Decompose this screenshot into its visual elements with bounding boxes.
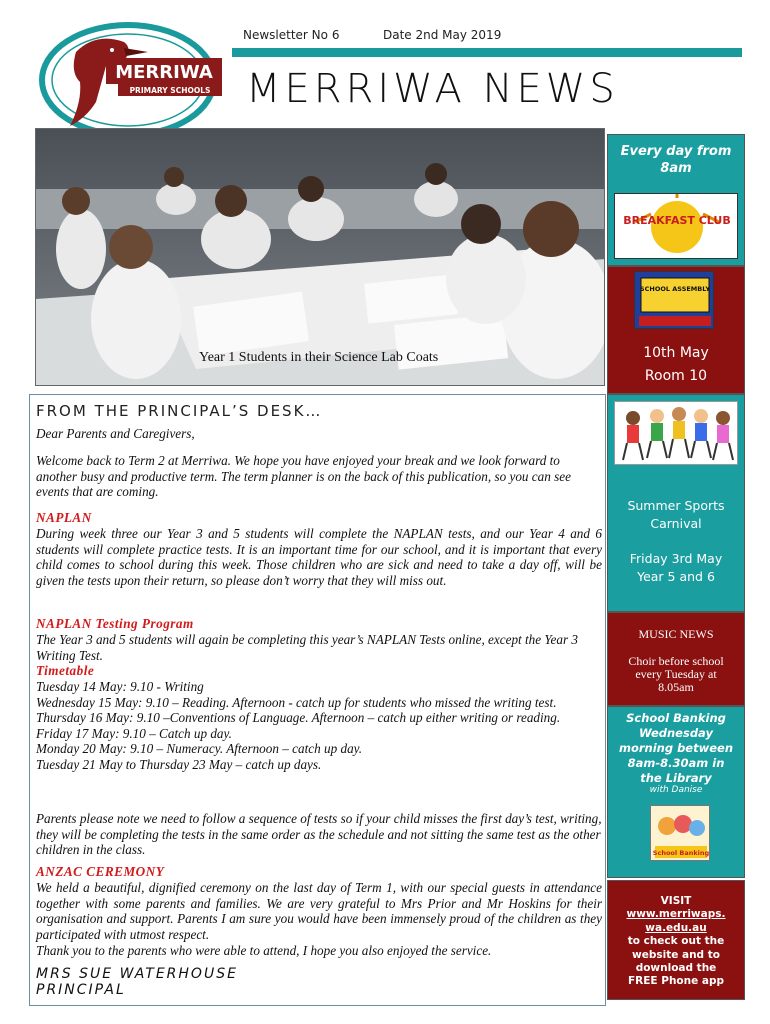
newsletter-number: Newsletter No 6: [243, 28, 340, 42]
school-assembly-box: [607, 266, 745, 394]
visit-text: [608, 895, 744, 989]
signature-name: MRS SUE WATERHOUSE: [36, 966, 238, 982]
principal-article: [29, 394, 606, 1006]
website-box: [607, 880, 745, 1000]
breakfast-time: Every day from 8am: [620, 144, 732, 176]
signature-role: PRINCIPAL: [36, 982, 126, 998]
anzac-heading: ANZAC CEREMONY: [36, 864, 165, 879]
sports-carnival-box: [607, 394, 745, 612]
classroom-photo-image: [36, 129, 605, 386]
classroom-photo: [35, 128, 605, 386]
visit-label: VISIT: [660, 895, 692, 907]
logo-name: MERRIWA: [115, 62, 213, 83]
banking-with: with Danise: [649, 785, 703, 795]
timetable-item: Monday 20 May: 9.10 – Numeracy. Afternoon – catch up day.: [36, 741, 363, 757]
newsletter-date: Date 2nd May 2019: [383, 28, 502, 42]
children-running-image: [614, 401, 738, 465]
photo-caption: Year 1 Students in their Science Lab Coats: [199, 350, 439, 365]
website-link-part: wa.edu.au: [645, 921, 707, 934]
logo-subtitle: PRIMARY SCHOOLS: [129, 86, 211, 95]
naplan-heading: NAPLAN: [36, 510, 92, 525]
timetable-list: [36, 679, 602, 773]
website-link[interactable]: [627, 908, 726, 933]
music-title: MUSIC NEWS: [638, 627, 714, 641]
timetable-item: Tuesday 14 May: 9.10 - Writing: [36, 679, 204, 694]
breakfast-club-logo: [614, 193, 738, 259]
banking-logo-text: School Banking: [652, 849, 710, 857]
newsletter-meta: [243, 28, 502, 42]
breakfast-club-box: [607, 134, 745, 266]
website-link-part: www.merriwaps.: [626, 908, 726, 921]
school-banking-box: [607, 706, 745, 878]
sports-date: Friday 3rd May: [629, 551, 723, 566]
timetable-item: Wednesday 15 May: 9.10 – Reading. Afternoon - catch up for students who missed the writing test.: [36, 694, 557, 710]
testing-program-heading: NAPLAN Testing Program: [36, 616, 194, 631]
naplan-paragraph: During week three our Year 3 and 5 students will complete the NAPLAN tests, and our Year 4 and 6 students will complete practice tests. It is an important time for our school, and it is important that every child comes to school during this week. Those children who are sick and need to take a day off, will be given the tests upon their return, so please don’t worry that they will miss out.: [36, 526, 602, 588]
masthead-title: MERRIWA NEWS: [246, 66, 619, 112]
timetable-heading: Timetable: [36, 663, 95, 678]
sports-title: Summer Sports Carnival: [627, 498, 725, 531]
assembly-sign-image: [634, 271, 714, 329]
timetable-item: Thursday 16 May: 9.10 –Conventions of Language. Afternoon – catch up either writing or reading.: [36, 710, 561, 726]
merriwa-school-logo: [36, 22, 226, 140]
article-title: FROM THE PRINCIPAL’S DESK…: [36, 402, 323, 420]
music-body: Choir before school every Tuesday at 8.05am: [628, 654, 724, 694]
thanks-line: Thank you to the parents who were able to attend, I hope you also enjoyed the service.: [36, 943, 492, 958]
assembly-room: Room 10: [644, 368, 708, 384]
breakfast-logo-text: BREAKFAST CLUB: [623, 214, 731, 227]
school-banking-logo: [650, 805, 710, 861]
header-rule: [232, 48, 742, 57]
music-news-box: [607, 612, 745, 706]
assembly-date: 10th May: [643, 345, 709, 361]
timetable-item: Tuesday 21 May to Thursday 23 May – catch up days.: [36, 756, 322, 772]
greeting: Dear Parents and Caregivers,: [36, 426, 195, 441]
sequence-note: Parents please note we need to follow a sequence of tests so if your child misses the first day’s test, writing, they will be completing the tests in the same order as the schedule and not sitting the same test as the other children in the class.: [36, 811, 602, 858]
visit-body: to check out the website and to download the FREE Phone app: [627, 935, 725, 988]
anzac-paragraph: We held a beautiful, dignified ceremony on the last day of Term 1, with our special guests in attendance together with some parents and families. We are very grateful to Mrs Prior and Mr Hoskins for their organisation and support. Parents I am sure you would have been immensely proud of the children as they participated with utmost respect.: [36, 880, 602, 942]
welcome-paragraph: Welcome back to Term 2 at Merriwa. We hope you have enjoyed your break and we look forward to another busy and productive term. The term planner is on the back of this publication, so you can see events that are coming.: [36, 453, 571, 500]
timetable-item: Friday 17 May: 9.10 – Catch up day.: [36, 725, 232, 741]
assembly-sign-text: SCHOOL ASSEMBLY: [639, 285, 711, 293]
banking-text: School Banking Wednesday morning between 8am-8.30am in the Library: [618, 711, 734, 785]
testing-program-paragraph: The Year 3 and 5 students will again be completing this year’s NAPLAN Tests online, except the Year 3 Writing Test.: [36, 632, 579, 663]
sports-years: Year 5 and 6: [637, 569, 715, 584]
